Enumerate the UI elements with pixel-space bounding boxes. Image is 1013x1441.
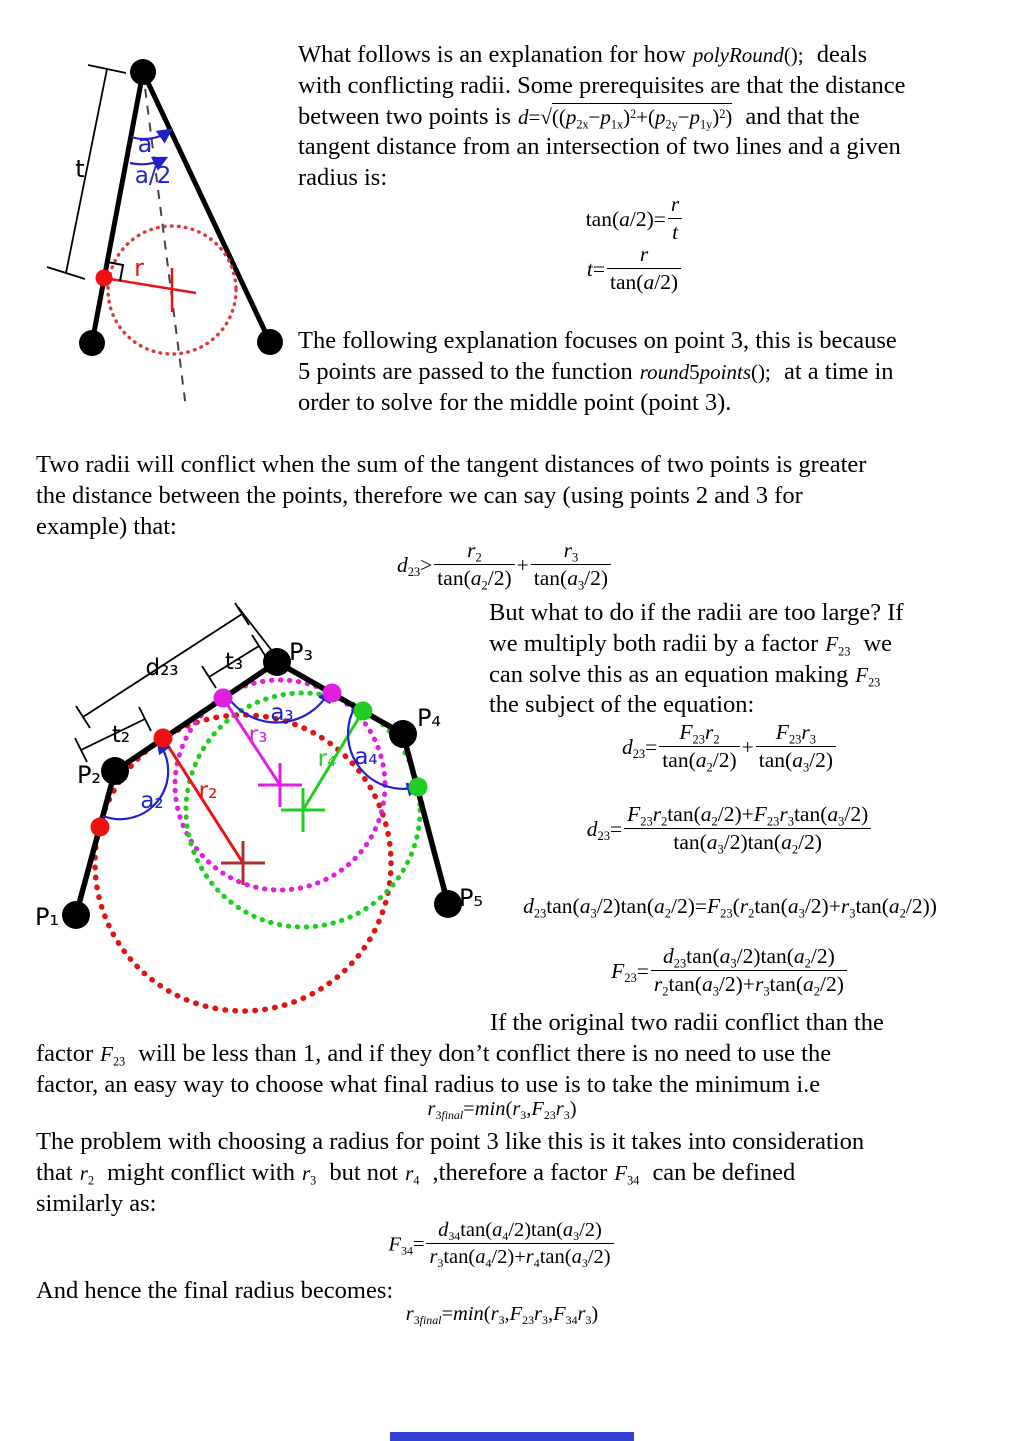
- d23-tick-left: [76, 706, 90, 728]
- d23-tick-right: [235, 603, 249, 625]
- paragraph-factor: But what to do if the radii are too large? If we multiply both radii by a factor $F_{23}$ we can solve this as an equation making $F_{23}$ the subject of the equation:: [489, 599, 904, 719]
- radius-line: [104, 278, 196, 293]
- a2-label: a₂: [140, 788, 164, 814]
- a-label: a: [137, 130, 153, 158]
- t2-label: t₂: [111, 722, 131, 748]
- P3-label: P₃: [288, 638, 314, 666]
- paragraph-minimum-rest: factor $F_{23}$ will be less than 1, and if they don’t conflict there is no need to use the factor, an easy way to choose what final radius to use is to take the minimum i.e: [36, 1040, 832, 1098]
- red-tangent-point-2: [91, 818, 110, 837]
- formula-final-radius: $r_{3final}=\min(r_3,F_{23}r_3,F_{34}r_3)$: [405, 1303, 599, 1328]
- paragraph-F34: The problem with choosing a radius for point 3 like this is it takes into consideration that $r_2$ might conflict with $r_3$ but not $r_4$ ,therefore a factor $F_{34}$ can be defined similarly as:: [36, 1128, 865, 1217]
- angle-tangent-diagram: [25, 45, 305, 417]
- P1-label: P₁: [34, 903, 60, 931]
- P2-point: [101, 757, 129, 785]
- green-tangent-point-1: [354, 702, 373, 721]
- formula-r3final-min: $r_{3final}=\min(r_3,F_{23}r_3)$: [427, 1098, 577, 1123]
- P3-point: [263, 648, 291, 676]
- t2-tick-left: [75, 738, 87, 762]
- left-leg-line: [92, 72, 143, 343]
- formula-tangent-distance: t= $\frac{r}{\tan(a/2)}$: [480, 244, 790, 298]
- formula-d23-factored: $d_{23}=$ $\frac{F_{23}r_2}{\tan(a_2/2)}$ + $\frac{F_{23}r_3}{\tan(a_3/2)}$: [490, 722, 970, 776]
- formula-cross-multiplied: $d_{23}\tan(a_3/2)\tan(a_2/2)=F_{23}(r_2\tan(a_3/2)+r_3\tan(a_2/2))$: [523, 894, 937, 921]
- formula-F34: $F_{34}=$ $\frac{d_{34}\tan(a_4/2)\tan(a_3/2)}{r_3\tan(a_4/2)+r_4\tan(a_3/2)}$: [352, 1220, 652, 1271]
- formula-conflict-condition: $d_{23}>$ $\frac{r_2}{\tan(a_2/2)}$ + $\frac{r_3}{\tan(a_3/2)}$: [340, 540, 670, 594]
- footer-bar: [390, 1432, 634, 1441]
- r2-label: r₂: [198, 778, 218, 804]
- P4-label: P₄: [416, 704, 442, 732]
- P1-point: [62, 901, 90, 929]
- t-dimension-line: [66, 69, 107, 273]
- t3-tick-right: [252, 635, 266, 657]
- red-tangent-point-1: [154, 729, 173, 748]
- paragraph-final-radius: And hence the final radius becomes:: [36, 1277, 394, 1304]
- t2-tick-right: [139, 707, 151, 731]
- paragraph-point3: The following explanation focuses on point 3, this is because 5 points are passed to the function round5points(); at a time in order to solve for the middle point (point 3).: [298, 327, 897, 416]
- P5-point: [434, 890, 462, 918]
- t3-tick-left: [202, 666, 216, 688]
- formula-F23: $F_{23}=$ $\frac{d_{23}\tan(a_3/2)\tan(a_2/2)}{r_2\tan(a_3/2)+r_3\tan(a_2/2)}$: [490, 946, 970, 1000]
- magenta-tangent-point-1: [214, 689, 233, 708]
- a3-label: a₃: [270, 700, 294, 726]
- a-half-label: a/2: [134, 163, 172, 189]
- paragraph-intro: What follows is an explanation for how polyRound(); deals with conflicting radii. Some prerequisites are that the distance between two points is $d=√((p_{2x}-p_{1x})^2+(p_{2y}-p_{1y})^2)$ and that the tangent distance from an intersection of two lines and a given radius is:: [298, 41, 906, 192]
- formula-tan-half-angle: tan(a/2)= $\frac{r}{t}$: [480, 194, 790, 248]
- r3-label: r₃: [248, 722, 268, 748]
- t3-label: t₃: [224, 649, 244, 675]
- d23-label: d₂₃: [145, 655, 179, 681]
- paragraph-conflict: Two radii will conflict when the sum of the tangent distances of two points is greater the distance between the points, therefore we can say (using points 2 and 3 for example) that:: [36, 451, 867, 540]
- green-tangent-point-2: [409, 778, 428, 797]
- bottom-right-point: [257, 329, 283, 355]
- P5-label: P₅: [458, 884, 484, 912]
- r-label: r: [134, 254, 144, 282]
- t-label: t: [75, 155, 85, 183]
- polyline-rounding-diagram: [28, 598, 490, 1030]
- a4-label: a₄: [354, 744, 378, 770]
- P4-point: [389, 720, 417, 748]
- tangent-point-red: [96, 270, 113, 287]
- formula-d23-combined: $d_{23}=$ $\frac{F_{23}r_2\tan(a_2/2)+F_{23}r_3\tan(a_3/2)}{\tan(a_3/2)\tan(a_2/2)}$: [490, 804, 970, 858]
- P2-label: P₂: [76, 761, 102, 789]
- magenta-tangent-point-2: [323, 684, 342, 703]
- right-leg-line: [143, 72, 270, 342]
- p3-extension-line: [238, 607, 276, 656]
- apex-point: [130, 59, 156, 85]
- r4-label: r₄: [317, 746, 337, 772]
- paragraph-minimum-line1: If the original two radii conflict than the: [490, 1009, 884, 1036]
- bottom-left-point: [79, 330, 105, 356]
